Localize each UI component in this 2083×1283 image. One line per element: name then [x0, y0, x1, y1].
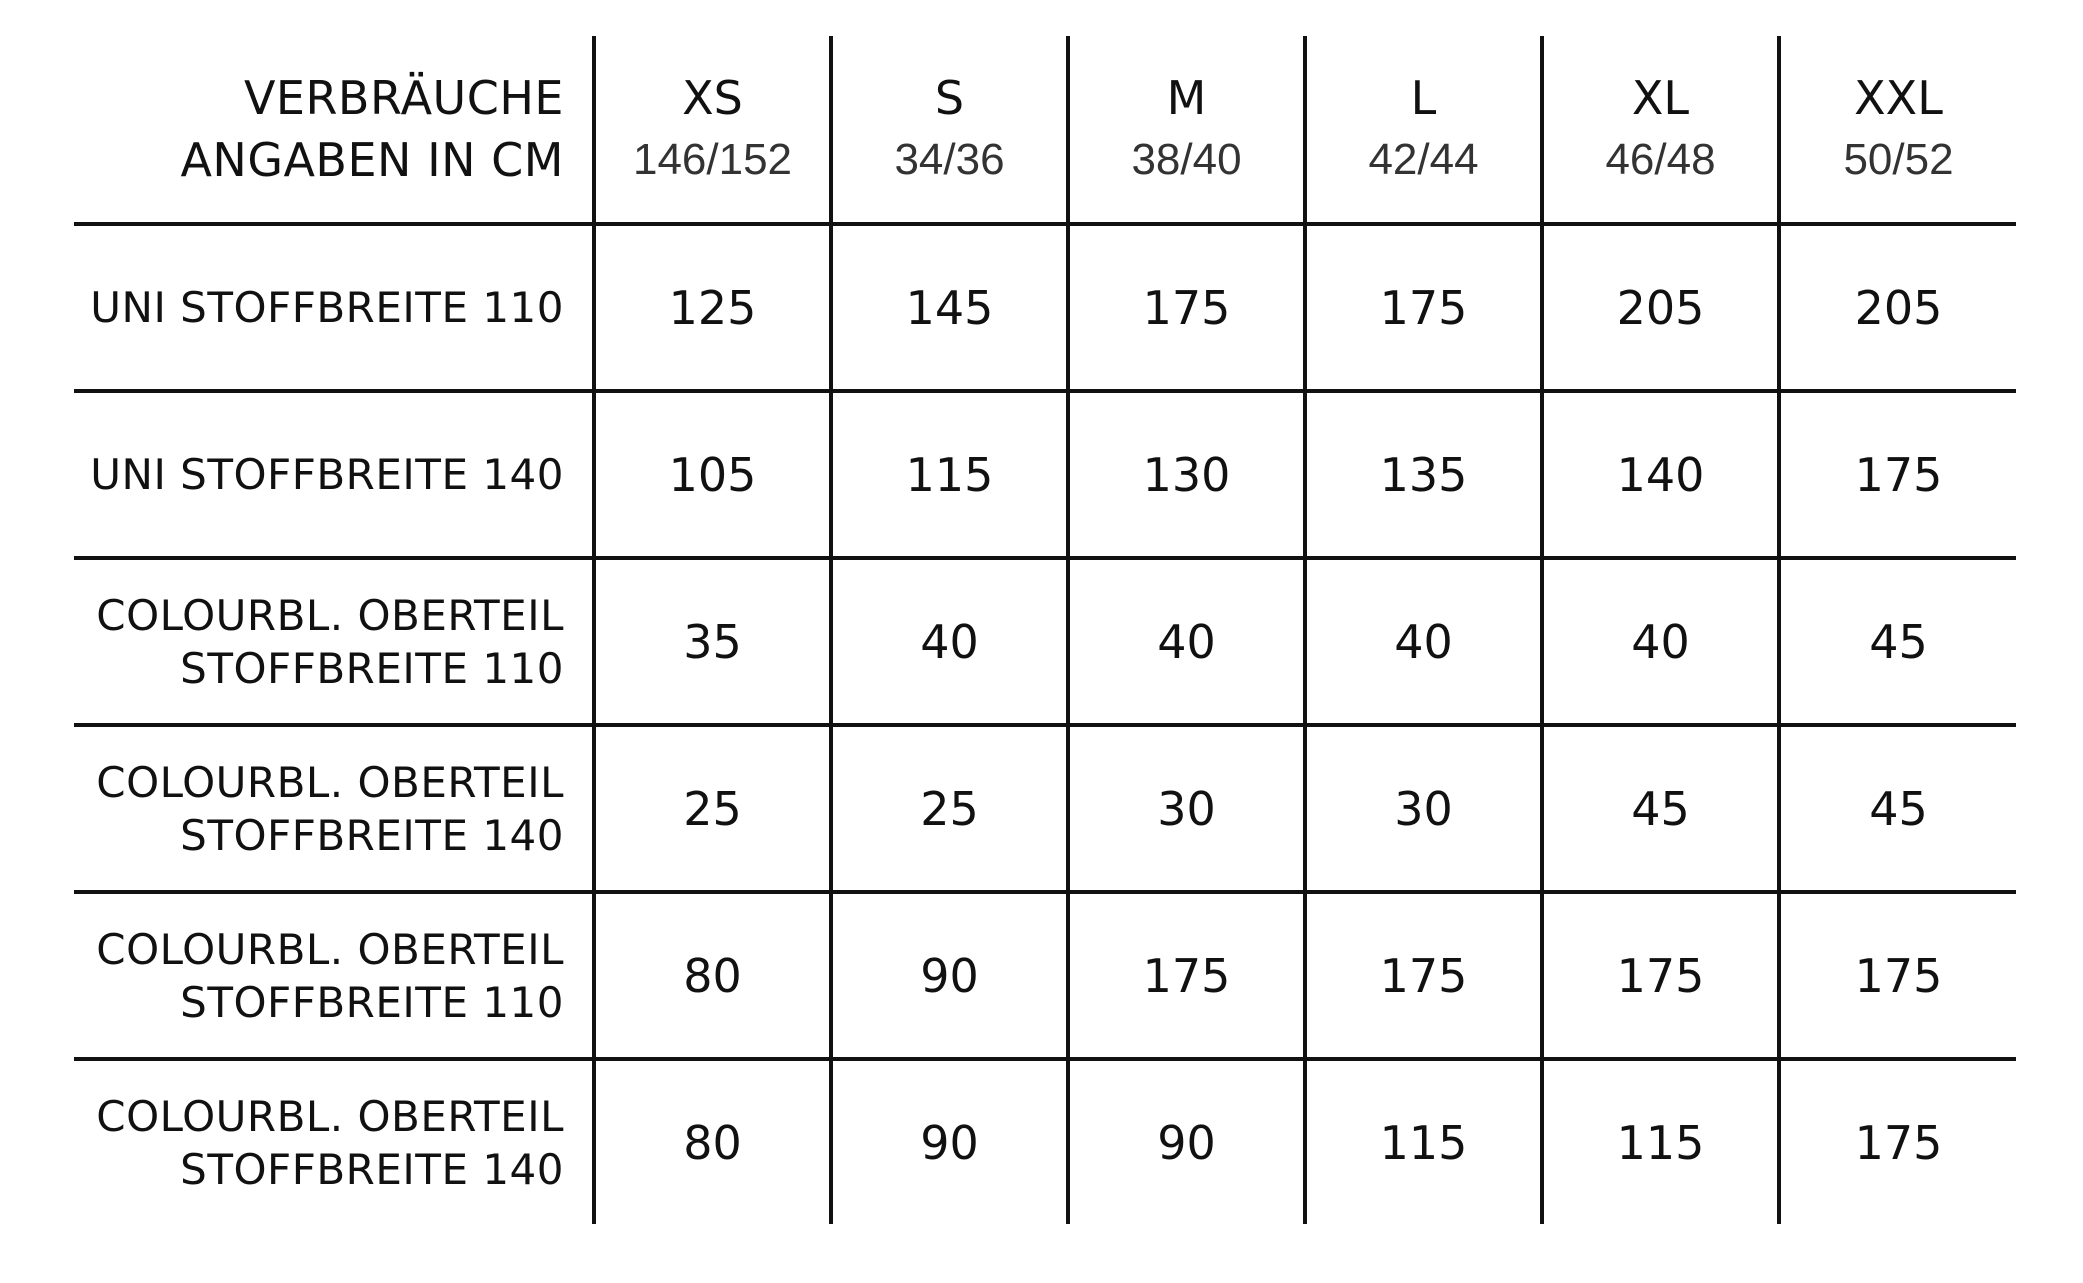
row-label	[74, 224, 594, 391]
value-cell: 45	[1542, 725, 1779, 892]
size-range: 50/52	[1843, 135, 1954, 184]
header-row	[74, 36, 2016, 224]
value-cell: 90	[831, 892, 1068, 1059]
row-label-line: UNI STOFFBREITE 140	[90, 450, 564, 499]
value-cell: 45	[1779, 725, 2016, 892]
row-label-line: COLOURBL. OBERTEIL	[96, 590, 564, 640]
value-cell: 30	[1068, 725, 1305, 892]
value-cell: 40	[1305, 558, 1542, 725]
table-row	[74, 725, 2016, 892]
value-cell: 30	[1305, 725, 1542, 892]
size-header-s	[831, 36, 1068, 224]
value-cell: 175	[1779, 391, 2016, 558]
size-name: L	[1410, 71, 1437, 125]
size-header-xxl	[1779, 36, 2016, 224]
size-name: M	[1166, 71, 1207, 125]
value-cell: 80	[594, 1059, 831, 1224]
value-cell: 140	[1542, 391, 1779, 558]
value-cell: 125	[594, 224, 831, 391]
size-range: 34/36	[894, 135, 1005, 184]
row-label	[74, 558, 594, 725]
value-cell: 175	[1068, 224, 1305, 391]
table-row	[74, 1059, 2016, 1224]
row-label-line: UNI STOFFBREITE 110	[90, 283, 564, 332]
value-cell: 40	[831, 558, 1068, 725]
corner-unit-note: ANGABEN IN CM	[180, 133, 564, 187]
row-label	[74, 1059, 594, 1224]
size-range: 46/48	[1605, 135, 1716, 184]
row-label	[74, 391, 594, 558]
row-label-line: STOFFBREITE 140	[180, 810, 564, 860]
value-cell: 45	[1779, 558, 2016, 725]
size-range: 42/44	[1368, 135, 1479, 184]
value-cell: 135	[1305, 391, 1542, 558]
value-cell: 205	[1542, 224, 1779, 391]
value-cell: 80	[594, 892, 831, 1059]
row-label-line: COLOURBL. OBERTEIL	[96, 924, 564, 974]
size-name: XL	[1631, 71, 1690, 125]
value-cell: 25	[831, 725, 1068, 892]
size-name: XS	[682, 71, 743, 125]
corner-header	[74, 36, 594, 224]
size-header-xl	[1542, 36, 1779, 224]
size-range: 146/152	[632, 135, 793, 184]
value-cell: 40	[1542, 558, 1779, 725]
table-row	[74, 892, 2016, 1059]
value-cell: 175	[1542, 892, 1779, 1059]
row-label-line: COLOURBL. OBERTEIL	[96, 757, 564, 807]
row-label	[74, 725, 594, 892]
size-header-xs	[594, 36, 831, 224]
value-cell: 105	[594, 391, 831, 558]
size-range: 38/40	[1131, 135, 1242, 184]
row-label	[74, 892, 594, 1059]
value-cell: 205	[1779, 224, 2016, 391]
value-cell: 115	[1542, 1059, 1779, 1224]
value-cell: 90	[831, 1059, 1068, 1224]
value-cell: 175	[1305, 892, 1542, 1059]
size-name: S	[934, 71, 965, 125]
fabric-usage-table	[74, 36, 2016, 1224]
table-row	[74, 224, 2016, 391]
row-label-line: STOFFBREITE 110	[180, 977, 564, 1027]
row-label-line: STOFFBREITE 110	[180, 643, 564, 693]
value-cell: 175	[1068, 892, 1305, 1059]
value-cell: 115	[831, 391, 1068, 558]
value-cell: 40	[1068, 558, 1305, 725]
size-header-l	[1305, 36, 1542, 224]
value-cell: 115	[1305, 1059, 1542, 1224]
corner-title: VERBRÄUCHE	[243, 71, 564, 125]
value-cell: 175	[1779, 1059, 2016, 1224]
value-cell: 35	[594, 558, 831, 725]
row-label-line: COLOURBL. OBERTEIL	[96, 1091, 564, 1141]
value-cell: 90	[1068, 1059, 1305, 1224]
value-cell: 25	[594, 725, 831, 892]
value-cell: 130	[1068, 391, 1305, 558]
row-label-line: STOFFBREITE 140	[180, 1144, 564, 1194]
table-row	[74, 391, 2016, 558]
fabric-usage-sheet	[74, 36, 2015, 1224]
value-cell: 145	[831, 224, 1068, 391]
size-name: XXL	[1854, 71, 1943, 125]
size-header-m	[1068, 36, 1305, 224]
value-cell: 175	[1779, 892, 2016, 1059]
table-row	[74, 558, 2016, 725]
value-cell: 175	[1305, 224, 1542, 391]
